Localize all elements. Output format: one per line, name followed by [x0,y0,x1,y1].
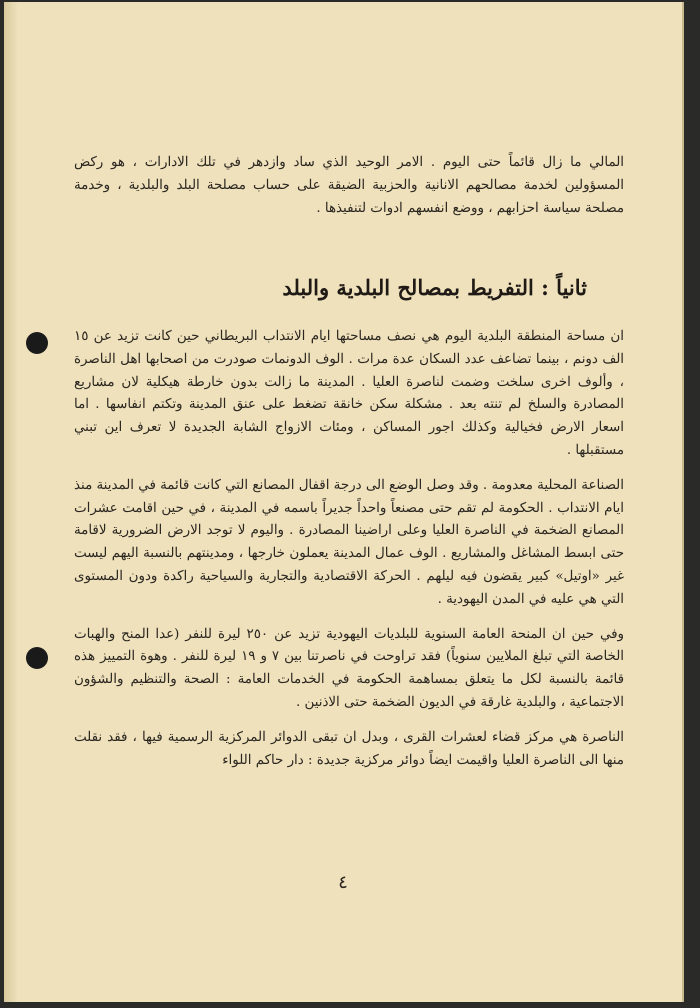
page-number: ٤ [338,872,348,893]
paragraph-land: ان مساحة المنطقة البلدية اليوم هي نصف مساحتها ايام الانتداب البريطاني حين كانت تزيد عن ١٥ الف دونم ، بينما تضاعف عدد السكان عدة مرات . الوف الدونمات صودرت من اصحابها اهل الناصرة ، وألوف اخرى سلخت وضمت لناصرة العليا . المدينة ما زالت بدون خارطة هيكلية لان مشاريع المصادرة والسلخ لم تنته بعد . مشكلة سكن خانقة تضغط على عنق المدينة وتكتم انفاسها . اما اسعار الارض فخيالية وكذلك اجور المساكن ، ومئات الازواج الشابة الجديدة لا تعرف اين تبني مستقبلها . [74,329,624,458]
intro-block [74,152,624,232]
binder-hole-bottom [26,647,48,669]
page-fold-shadow [4,2,18,1002]
document-page [4,2,684,1002]
paragraph-grants: وفي حين ان المنحة العامة السنوية للبلديات اليهودية تزيد عن ٢٥٠ ليرة للنفر (عدا المنح والهبات الخاصة التي تبلغ الملايين سنوياً) فقد تراوحت في ناصرتنا بين ٧ و ١٩ ليرة للنفر . وهوة التمييز هذه قائمة بالنسبة لكل ما يتعلق بمساهمة الحكومة في الخدمات العامة : الصحة والتنظيم والشؤون الاجتماعية ، والبلدية غارقة في الديون الضخمة حتى الاذنين . [74,626,624,710]
intro-paragraph: المالي ما زال قائماً حتى اليوم . الامر الوحيد الذي ساد وازدهر في تلك الادارات ، هو ركض المسؤولين لخدمة مصالحهم الانانية والحزبية الضيقة على حساب مصلحة البلد والبلدية ، وخدمة مصلحة سياسة احزابهم ، ووضع انفسهم ادوات لتنفيذها . [74,155,624,216]
section-heading: ثانياً : التفريط بمصالح البلدية والبلد [282,275,587,300]
paragraph-industry: الصناعة المحلية معدومة . وقد وصل الوضع الى درجة اقفال المصانع التي كانت قائمة في المدينة منذ ايام الانتداب . الحكومة لم تقم حتى مصنعاً واحداً جديراً باسمه في المدينة ، في حين اقامت عشرات المصانع الضخمة في الناصرة العليا وعلى اراضينا المصادرة . واليوم لا توجد الارض الضرورية لاقامة حتى ابسط المشاغل والمشاريع . الوف عمال المدينة يعملون خارجها ، ومدينتهم بالنسبة اليهم ليست غير «اوتيل» كبير يقضون فيه ليلهم . الحركة الاقتصادية والتجارية والسياحية راكدة ودون المستوى التي هي عليه في المدن اليهودية . [74,477,624,607]
body-text [74,326,624,784]
paragraph-offices: الناصرة هي مركز قضاء لعشرات القرى ، وبدل ان تبقى الدوائر المركزية الرسمية فيها ، فقد نقلت منها الى الناصرة العليا واقيمت ايضاً دوائر مركزية جديدة : دار حاكم اللواء [74,729,624,768]
binder-hole-top [26,332,48,354]
